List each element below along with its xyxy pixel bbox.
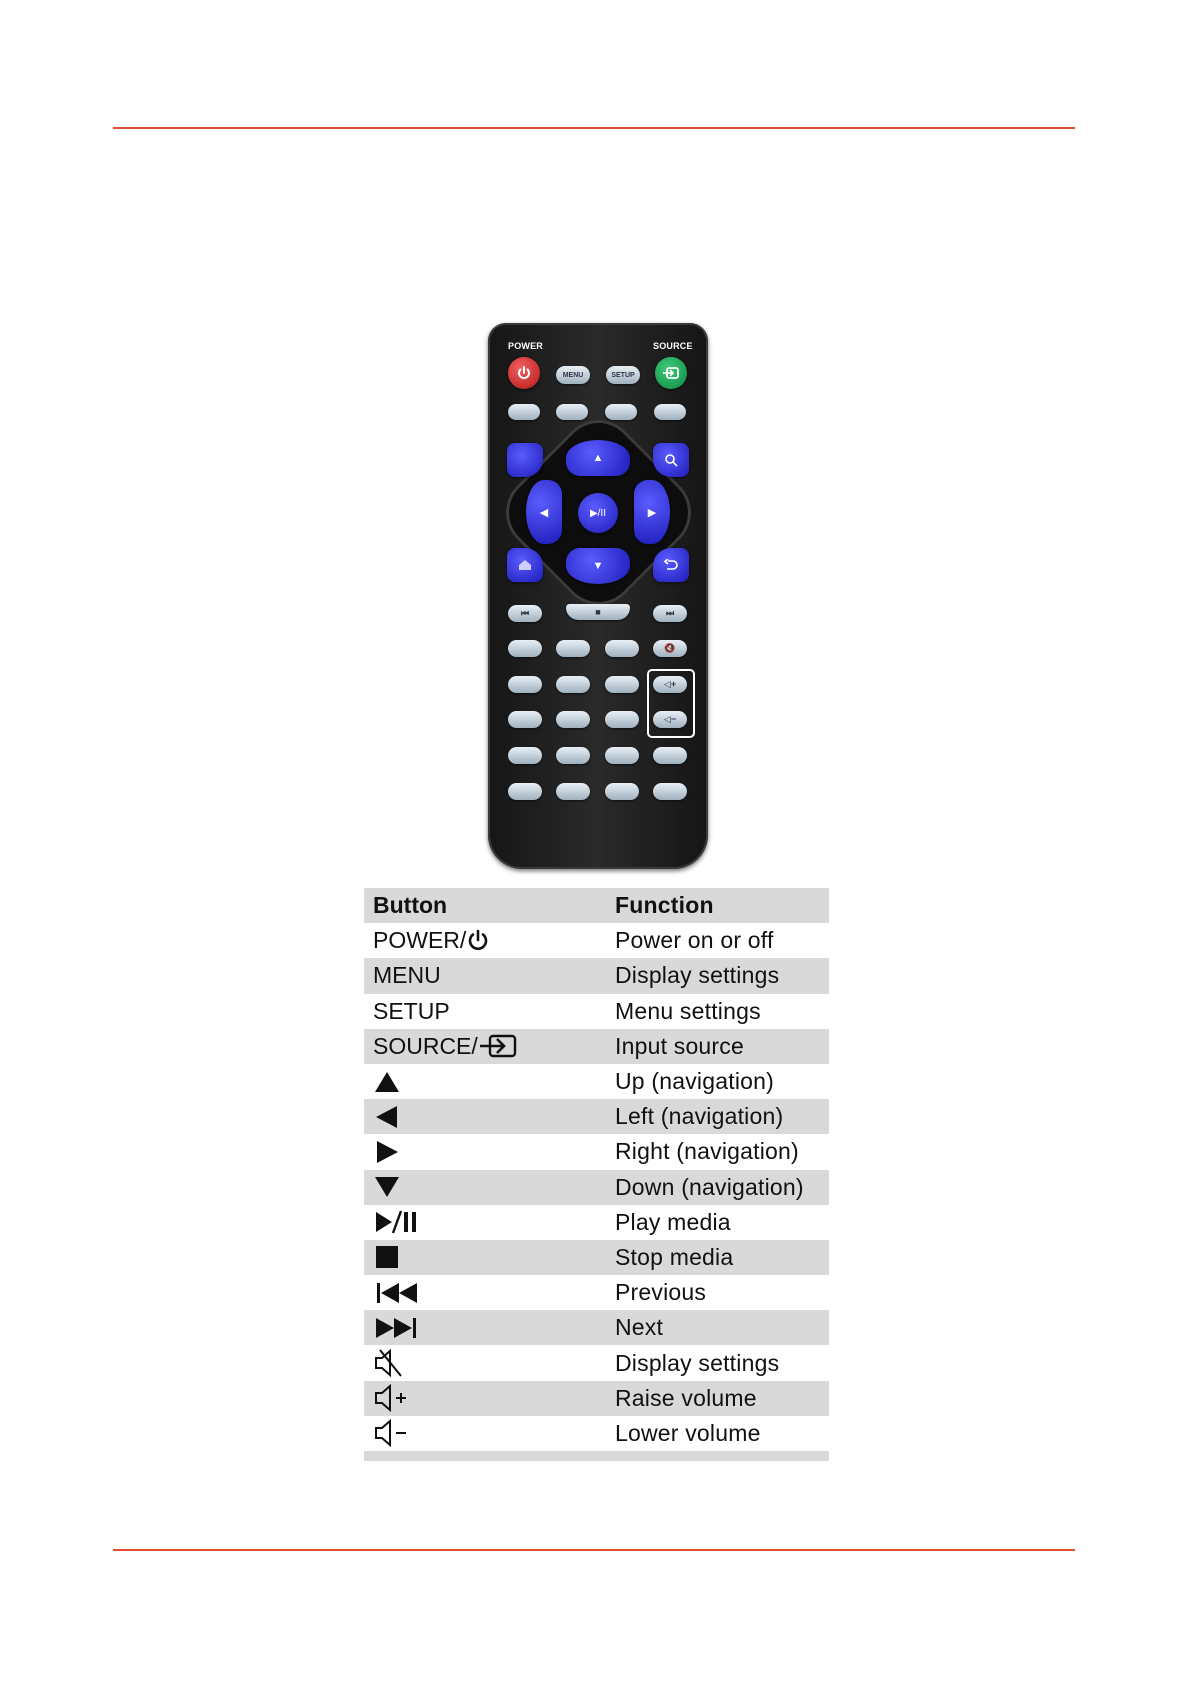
remote-up-button: ▲ (566, 440, 630, 476)
remote-f3-button (605, 404, 637, 420)
remote-previous-button: ⏮ (508, 605, 542, 622)
function-cell: Play media (615, 1208, 731, 1235)
button-cell-text: SETUP (373, 997, 450, 1024)
volume-highlight-box (647, 669, 695, 738)
table-row (364, 1134, 829, 1169)
remote-home-button (507, 548, 543, 582)
function-cell: Right (navigation) (615, 1138, 799, 1165)
function-cell: Raise volume (615, 1384, 757, 1411)
remote-setup-button: SETUP (606, 366, 640, 384)
left-arrow-icon (373, 1104, 401, 1130)
button-cell-text: MENU (373, 962, 441, 989)
remote-key (653, 747, 687, 764)
remote-key (508, 640, 542, 657)
remote-key (508, 676, 542, 693)
table-row (364, 923, 829, 958)
remote-source-button (655, 357, 687, 389)
function-cell: Left (navigation) (615, 1103, 784, 1130)
remote-key (556, 747, 590, 764)
remote-key (605, 676, 639, 693)
remote-f1-button (508, 404, 540, 420)
back-icon (664, 559, 678, 571)
function-cell: Lower volume (615, 1419, 761, 1446)
table-row (364, 1240, 829, 1275)
table-row (364, 1275, 829, 1310)
home-icon (518, 559, 532, 571)
table-row (364, 1416, 829, 1451)
power-icon (516, 365, 532, 381)
remote-left-button: ◀ (526, 480, 562, 544)
table-row (364, 958, 829, 993)
table-footer-bar (364, 1451, 829, 1461)
remote-power-label: POWER (508, 341, 544, 351)
function-cell: Input source (615, 1032, 744, 1059)
table-row (364, 1170, 829, 1205)
function-cell: Display settings (615, 1349, 780, 1376)
remote-source-label: SOURCE (653, 341, 693, 351)
remote-mute-button: 🔇 (653, 640, 687, 657)
function-cell: Up (navigation) (615, 1068, 774, 1095)
remote-key (556, 783, 590, 800)
remote-key (508, 711, 542, 728)
mute-icon (373, 1348, 407, 1378)
table-row (364, 994, 829, 1029)
top-rule (113, 127, 1075, 129)
remote-search-button (653, 443, 689, 477)
next-icon (373, 1316, 421, 1340)
remote-key (605, 640, 639, 657)
remote-key (556, 711, 590, 728)
play-pause-icon (373, 1209, 419, 1235)
remote-key (605, 783, 639, 800)
header-button: Button (373, 892, 448, 919)
remote-back-button (653, 548, 689, 582)
table-row (364, 1345, 829, 1380)
remote-key (653, 783, 687, 800)
remote-next-button: ⏭ (653, 605, 687, 622)
source-icon (478, 1033, 518, 1059)
remote-menu-button: MENU (556, 366, 590, 384)
remote-down-button: ▼ (566, 548, 630, 584)
right-arrow-icon (373, 1139, 401, 1165)
power-icon (466, 929, 490, 953)
remote-volume-up-button: ◁+ (653, 676, 687, 693)
remote-key (508, 747, 542, 764)
table-row (364, 1310, 829, 1345)
up-arrow-icon (373, 1070, 401, 1094)
search-icon (664, 453, 678, 467)
table-row (364, 1381, 829, 1416)
volume-down-icon (373, 1419, 411, 1447)
stop-icon (373, 1245, 399, 1269)
remote-play-pause-button: ▶/II (578, 493, 618, 533)
function-cell: Menu settings (615, 997, 761, 1024)
table-row (364, 1205, 829, 1240)
function-cell: Previous (615, 1279, 707, 1306)
function-cell: Display settings (615, 962, 780, 989)
remote-stop-button: ■ (566, 604, 630, 620)
remote-key (556, 676, 590, 693)
function-cell: Power on or off (615, 927, 774, 954)
remote-key (508, 783, 542, 800)
remote-key (605, 747, 639, 764)
button-cell-text: SOURCE/ (373, 1032, 478, 1059)
remote-f2-button (556, 404, 588, 420)
remote-power-button (508, 357, 540, 389)
volume-up-icon (373, 1384, 411, 1412)
table-header-row (364, 888, 829, 923)
table-row (364, 1099, 829, 1134)
button-cell-text: POWER/ (373, 927, 467, 954)
remote-key (556, 640, 590, 657)
function-cell: Stop media (615, 1243, 734, 1270)
remote-f4-button (654, 404, 686, 420)
bottom-rule (113, 1549, 1075, 1551)
remote-key (605, 711, 639, 728)
remote-volume-down-button: ◁− (653, 711, 687, 728)
source-icon (662, 366, 680, 380)
function-cell: Down (navigation) (615, 1173, 804, 1200)
previous-icon (373, 1281, 421, 1305)
function-cell: Next (615, 1314, 664, 1341)
remote-right-button: ▶ (634, 480, 670, 544)
button-function-table (364, 888, 829, 1461)
down-arrow-icon (373, 1175, 401, 1199)
table-row (364, 1064, 829, 1099)
table-row (364, 1029, 829, 1064)
header-function: Function (615, 892, 714, 919)
